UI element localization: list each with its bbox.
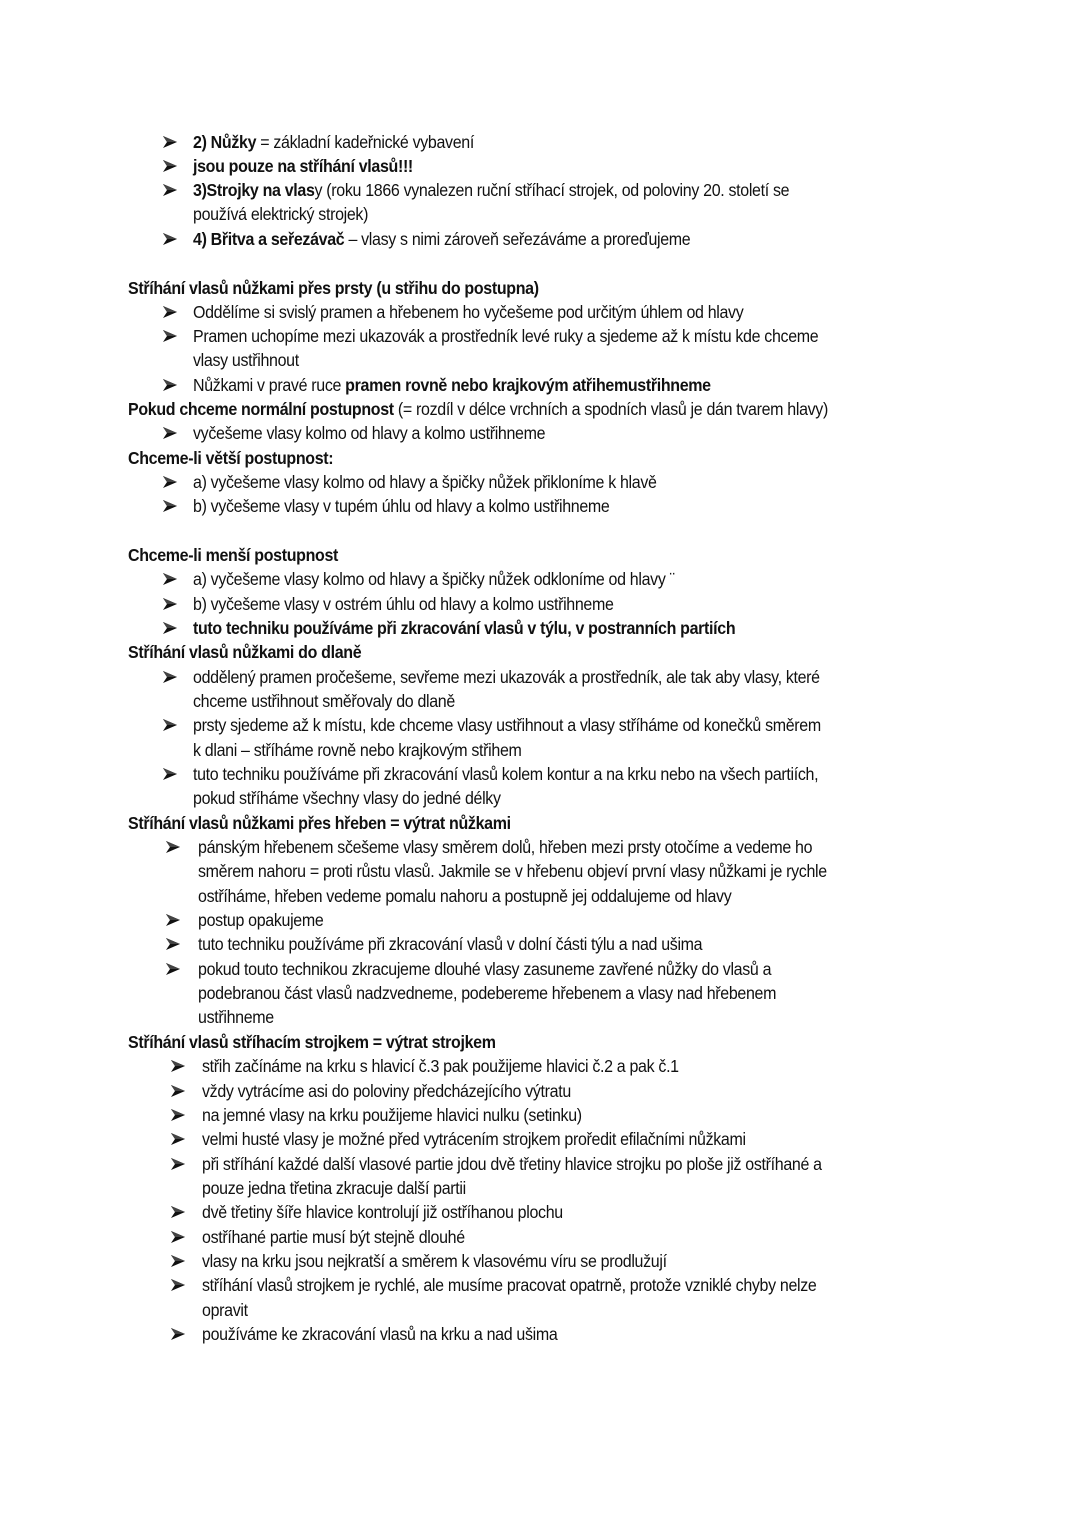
list-item bbox=[193, 324, 818, 348]
section-heading bbox=[128, 446, 333, 470]
arrowhead-bullet-icon bbox=[165, 936, 181, 952]
section-heading bbox=[128, 397, 828, 421]
arrowhead-bullet-icon bbox=[162, 766, 178, 782]
list-item bbox=[193, 592, 614, 616]
bold-text: Chceme-li menší postupnost bbox=[128, 545, 339, 565]
text: pokud stříháme všechny vlasy do jedné délky bbox=[193, 788, 501, 808]
list-item bbox=[198, 932, 702, 956]
arrowhead-bullet-icon bbox=[170, 1156, 186, 1172]
text: = základní kadeřnické vybavení bbox=[256, 132, 474, 152]
arrowhead-bullet-icon bbox=[170, 1326, 186, 1342]
arrowhead-bullet-icon bbox=[170, 1204, 186, 1220]
bold-text: Stříhání vlasů nůžkami do dlaně bbox=[128, 642, 362, 662]
bold-text: Chceme-li větší postupnost: bbox=[128, 448, 334, 468]
list-item bbox=[193, 762, 818, 786]
bold-text: 2) Nůžky bbox=[193, 132, 257, 152]
list-item bbox=[198, 835, 812, 859]
arrowhead-bullet-icon bbox=[162, 620, 178, 636]
arrowhead-bullet-icon bbox=[165, 912, 181, 928]
text: – vlasy s nimi zároveň seřezáváme a proreďujeme bbox=[344, 229, 691, 249]
text: na jemné vlasy na krku použijeme hlavici nulku (setinku) bbox=[202, 1105, 582, 1125]
list-item-continuation bbox=[198, 1005, 274, 1029]
arrowhead-bullet-icon bbox=[162, 498, 178, 514]
list-item bbox=[202, 1152, 822, 1176]
text: b) vyčešeme vlasy v ostrém úhlu od hlavy a kolmo ustřihneme bbox=[193, 594, 614, 614]
list-item bbox=[202, 1054, 679, 1078]
arrowhead-bullet-icon bbox=[170, 1083, 186, 1099]
arrowhead-bullet-icon bbox=[162, 425, 178, 441]
list-item-continuation bbox=[193, 786, 501, 810]
list-item bbox=[202, 1249, 667, 1273]
text: pouze jedna třetina zkracuje další partii bbox=[202, 1178, 466, 1198]
text: opravit bbox=[202, 1300, 248, 1320]
bold-text: Stříhání vlasů stříhacím strojkem = výtrat strojkem bbox=[128, 1032, 496, 1052]
arrowhead-bullet-icon bbox=[162, 158, 178, 174]
list-item bbox=[193, 494, 609, 518]
text: ustřihneme bbox=[198, 1007, 274, 1027]
arrowhead-bullet-icon bbox=[162, 474, 178, 490]
list-item bbox=[193, 178, 789, 202]
text: ostříháme, hřeben vedeme pomalu nahoru a postupně jej oddalujeme od hlavy bbox=[198, 886, 732, 906]
list-item-continuation bbox=[202, 1298, 248, 1322]
list-item bbox=[202, 1200, 563, 1224]
list-item bbox=[193, 470, 657, 494]
text: ostříhané partie musí být stejně dlouhé bbox=[202, 1227, 465, 1247]
list-item bbox=[193, 373, 711, 397]
arrowhead-bullet-icon bbox=[170, 1277, 186, 1293]
arrowhead-bullet-icon bbox=[170, 1107, 186, 1123]
list-item bbox=[202, 1079, 571, 1103]
list-item bbox=[193, 227, 690, 251]
list-item bbox=[202, 1273, 816, 1297]
text: používáme ke zkracování vlasů na krku a nad ušima bbox=[202, 1324, 558, 1344]
bold-text: 4) Břitva a seřezávač bbox=[193, 229, 345, 249]
text: velmi husté vlasy je možné před vytrácením strojkem proředit efilačními nůžkami bbox=[202, 1129, 746, 1149]
arrowhead-bullet-icon bbox=[170, 1253, 186, 1269]
section-heading bbox=[128, 811, 511, 835]
bold-text: Stříhání vlasů nůžkami přes prsty (u střihu do postupna) bbox=[128, 278, 539, 298]
list-item bbox=[193, 300, 743, 324]
list-item bbox=[202, 1322, 557, 1346]
section-heading bbox=[128, 1030, 496, 1054]
text: tuto techniku používáme při zkracování vlasů v dolní části týlu a nad ušima bbox=[198, 934, 703, 954]
text: dvě třetiny šíře hlavice kontrolují již ostříhanou plochu bbox=[202, 1202, 563, 1222]
list-item bbox=[193, 154, 413, 178]
bold-text: tuto techniku používáme při zkracování vlasů v týlu, v postranních partiích bbox=[193, 618, 736, 638]
list-item bbox=[193, 713, 821, 737]
text: b) vyčešeme vlasy v tupém úhlu od hlavy a kolmo ustřihneme bbox=[193, 496, 610, 516]
text: Pramen uchopíme mezi ukazovák a prostředník levé ruky a sjedeme až k místu kde chceme bbox=[193, 326, 819, 346]
list-item bbox=[193, 421, 545, 445]
text: a) vyčešeme vlasy kolmo od hlavy a špičky nůžek přikloníme k hlavě bbox=[193, 472, 657, 492]
arrowhead-bullet-icon bbox=[170, 1131, 186, 1147]
text: a) vyčešeme vlasy kolmo od hlavy a špičky nůžek odkloníme od hlavy ¨ bbox=[193, 569, 675, 589]
text: vlasy ustřihnout bbox=[193, 350, 299, 370]
arrowhead-bullet-icon bbox=[162, 182, 178, 198]
text: podebranou část vlasů nadzvedneme, podebereme hřebenem a vlasy nad hřebenem bbox=[198, 983, 777, 1003]
list-item-continuation bbox=[198, 859, 827, 883]
list-item bbox=[202, 1127, 746, 1151]
bold-text: 3)Strojky na vlas bbox=[193, 180, 315, 200]
text: tuto techniku používáme při zkracování vlasů kolem kontur a na krku nebo na všech partiích, bbox=[193, 764, 819, 784]
list-item-continuation bbox=[198, 981, 776, 1005]
text: pokud touto technikou zkracujeme dlouhé vlasy zasuneme zavřené nůžky do vlasů a bbox=[198, 959, 772, 979]
text: y (roku 1866 vynalezen ruční stříhací strojek, od poloviny 20. století se bbox=[314, 180, 790, 200]
text: při stříhání každé další vlasové partie jdou dvě třetiny hlavice strojku po ploše již ostříhané a bbox=[202, 1154, 822, 1174]
arrowhead-bullet-icon bbox=[162, 328, 178, 344]
text: Oddělíme si svislý pramen a hřebenem ho vyčešeme pod určitým úhlem od hlavy bbox=[193, 302, 744, 322]
text: prsty sjedeme až k místu, kde chceme vlasy ustřihnout a vlasy stříháme od konečků směrem bbox=[193, 715, 821, 735]
list-item-continuation bbox=[193, 738, 522, 762]
arrowhead-bullet-icon bbox=[165, 839, 181, 855]
text: pánským hřebenem sčešeme vlasy směrem dolů, hřeben mezi prsty otočíme a vedeme ho bbox=[198, 837, 813, 857]
text: vyčešeme vlasy kolmo od hlavy a kolmo ustřihneme bbox=[193, 423, 546, 443]
list-item-continuation bbox=[202, 1176, 466, 1200]
list-item bbox=[202, 1225, 465, 1249]
arrowhead-bullet-icon bbox=[162, 134, 178, 150]
text: střih začínáme na krku s hlavicí č.3 pak použijeme hlavici č.2 a pak č.1 bbox=[202, 1056, 679, 1076]
section-heading bbox=[128, 543, 338, 567]
text: (= rozdíl v délce vrchních a spodních vlasů je dán tvarem hlavy) bbox=[393, 399, 828, 419]
text: vždy vytrácíme asi do poloviny předcházejícího výtratu bbox=[202, 1081, 571, 1101]
list-item bbox=[202, 1103, 582, 1127]
text: Nůžkami v pravé ruce bbox=[193, 375, 346, 395]
text: postup opakujeme bbox=[198, 910, 324, 930]
arrowhead-bullet-icon bbox=[162, 231, 178, 247]
arrowhead-bullet-icon bbox=[162, 304, 178, 320]
list-item bbox=[198, 908, 323, 932]
arrowhead-bullet-icon bbox=[162, 571, 178, 587]
list-item bbox=[193, 130, 474, 154]
bold-text: pramen rovně nebo krajkovým atřihemustřihneme bbox=[345, 375, 711, 395]
section-heading bbox=[128, 640, 361, 664]
arrowhead-bullet-icon bbox=[165, 961, 181, 977]
arrowhead-bullet-icon bbox=[170, 1229, 186, 1245]
text: vlasy na krku jsou nejkratší a směrem k vlasovému víru se prodlužují bbox=[202, 1251, 667, 1271]
arrowhead-bullet-icon bbox=[162, 669, 178, 685]
bold-text: Stříhání vlasů nůžkami přes hřeben = výtrat nůžkami bbox=[128, 813, 511, 833]
text: k dlani – stříháme rovně nebo krajkovým střihem bbox=[193, 740, 522, 760]
arrowhead-bullet-icon bbox=[162, 596, 178, 612]
text: oddělený pramen pročešeme, sevřeme mezi ukazovák a prostředník, ale tak aby vlasy, které bbox=[193, 667, 820, 687]
list-item bbox=[193, 567, 675, 591]
bold-text: jsou pouze na stříhání vlasů!!! bbox=[193, 156, 413, 176]
list-item bbox=[193, 616, 735, 640]
arrowhead-bullet-icon bbox=[162, 377, 178, 393]
section-heading bbox=[128, 276, 539, 300]
arrowhead-bullet-icon bbox=[170, 1058, 186, 1074]
list-item bbox=[198, 957, 771, 981]
list-item bbox=[193, 665, 820, 689]
bold-text: Pokud chceme normální postupnost bbox=[128, 399, 394, 419]
text: používá elektrický strojek) bbox=[193, 204, 369, 224]
text: chceme ustřihnout směřovaly do dlaně bbox=[193, 691, 455, 711]
list-item-continuation bbox=[193, 689, 455, 713]
text: stříhání vlasů strojkem je rychlé, ale musíme pracovat opatrně, protože vzniklé chyby nelze bbox=[202, 1275, 817, 1295]
text: směrem nahoru = proti růstu vlasů. Jakmile se v hřebenu objeví první vlasy nůžkami je rychle bbox=[198, 861, 827, 881]
list-item-continuation bbox=[193, 202, 368, 226]
list-item-continuation bbox=[198, 884, 731, 908]
list-item-continuation bbox=[193, 348, 299, 372]
arrowhead-bullet-icon bbox=[162, 717, 178, 733]
